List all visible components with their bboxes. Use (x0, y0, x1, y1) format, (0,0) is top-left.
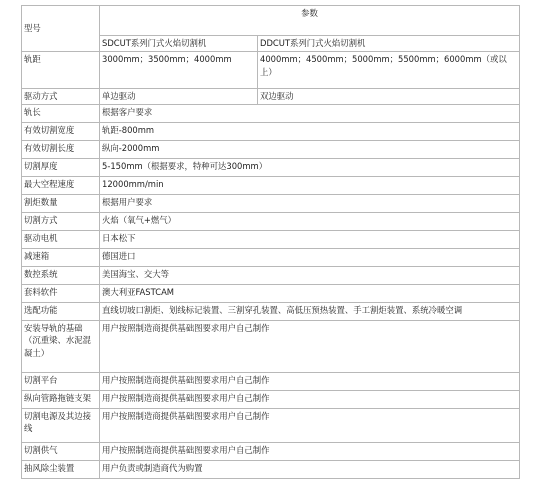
table-row (22, 266, 520, 284)
table-row (22, 284, 520, 302)
row-label: 有效切割宽度 (22, 122, 100, 140)
row-value: 德国进口 (100, 248, 520, 266)
row-label: 最大空程速度 (22, 176, 100, 194)
row-label: 数控系统 (22, 266, 100, 284)
row-label: 轨距 (22, 52, 100, 89)
spec-table (21, 5, 520, 479)
params-header-cell: 参数 (100, 6, 520, 36)
row-label: 减速箱 (22, 248, 100, 266)
table-row (22, 212, 520, 230)
row-value: 直线切坡口割炬、划线标记装置、三割穿孔装置、高低压预热装置、手工割炬装置、系统冷暖空调 (100, 302, 520, 320)
row-value: 用户按照制造商提供基础图要求用户自己制作 (100, 408, 520, 442)
row-label: 轨长 (22, 104, 100, 122)
row-value: 5-150mm（根据要求，特种可达300mm） (100, 158, 520, 176)
row-value-left: 单边驱动 (100, 89, 258, 105)
model-right-cell: DDCUT系列门式火焰切割机 (258, 36, 520, 52)
row-value: 用户按照制造商提供基础图要求用户自己制作 (100, 442, 520, 460)
row-label: 切割厚度 (22, 158, 100, 176)
table-row (22, 320, 520, 372)
row-value: 纵向-2000mm (100, 140, 520, 158)
table-row (22, 390, 520, 408)
row-label: 抽风除尘装置 (22, 460, 100, 478)
table-row (22, 6, 520, 36)
row-value: 用户按照制造商提供基础图要求用户自己制作 (100, 320, 520, 372)
row-value: 轨距-800mm (100, 122, 520, 140)
row-value: 用户按照制造商提供基础图要求用户自己制作 (100, 372, 520, 390)
row-value: 澳大利亚FASTCAM (100, 284, 520, 302)
row-label: 切割电源及其边接线 (22, 408, 100, 442)
row-label: 套料软件 (22, 284, 100, 302)
table-row (22, 122, 520, 140)
row-value-right: 4000mm；4500mm；5000mm；5500mm；6000mm（或以上） (258, 52, 520, 89)
model-left-cell: SDCUT系列门式火焰切割机 (100, 36, 258, 52)
row-label: 选配功能 (22, 302, 100, 320)
row-label: 纵向管路拖链支架 (22, 390, 100, 408)
table-row (22, 52, 520, 89)
row-label: 切割供气 (22, 442, 100, 460)
row-label: 有效切割长度 (22, 140, 100, 158)
table-row (22, 89, 520, 105)
table-row (22, 140, 520, 158)
table-row (22, 230, 520, 248)
table-row (22, 248, 520, 266)
table-row (22, 104, 520, 122)
row-value-left: 3000mm；3500mm；4000mm (100, 52, 258, 89)
row-value: 根据客户要求 (100, 104, 520, 122)
table-row (22, 460, 520, 478)
row-value: 12000mm/min (100, 176, 520, 194)
row-label: 切割平台 (22, 372, 100, 390)
row-label: 切割方式 (22, 212, 100, 230)
table-row (22, 176, 520, 194)
row-value: 用户按照制造商提供基础图要求用户自己制作 (100, 390, 520, 408)
row-label: 安装导轨的基础（沉重梁、水泥混凝土） (22, 320, 100, 372)
row-value: 日本松下 (100, 230, 520, 248)
row-value: 根据用户要求 (100, 194, 520, 212)
row-label: 割炬数量 (22, 194, 100, 212)
table-row (22, 158, 520, 176)
row-value: 美国海宝、交大等 (100, 266, 520, 284)
row-value: 用户负责或制造商代为购置 (100, 460, 520, 478)
row-value-right: 双边驱动 (258, 89, 520, 105)
table-row (22, 442, 520, 460)
table-row (22, 302, 520, 320)
table-row (22, 194, 520, 212)
table-row (22, 408, 520, 442)
row-label: 驱动方式 (22, 89, 100, 105)
row-label: 驱动电机 (22, 230, 100, 248)
model-header-cell: 型号 (22, 6, 100, 52)
spec-table-container (21, 5, 519, 479)
table-row (22, 372, 520, 390)
row-value: 火焰（氧气+燃气） (100, 212, 520, 230)
